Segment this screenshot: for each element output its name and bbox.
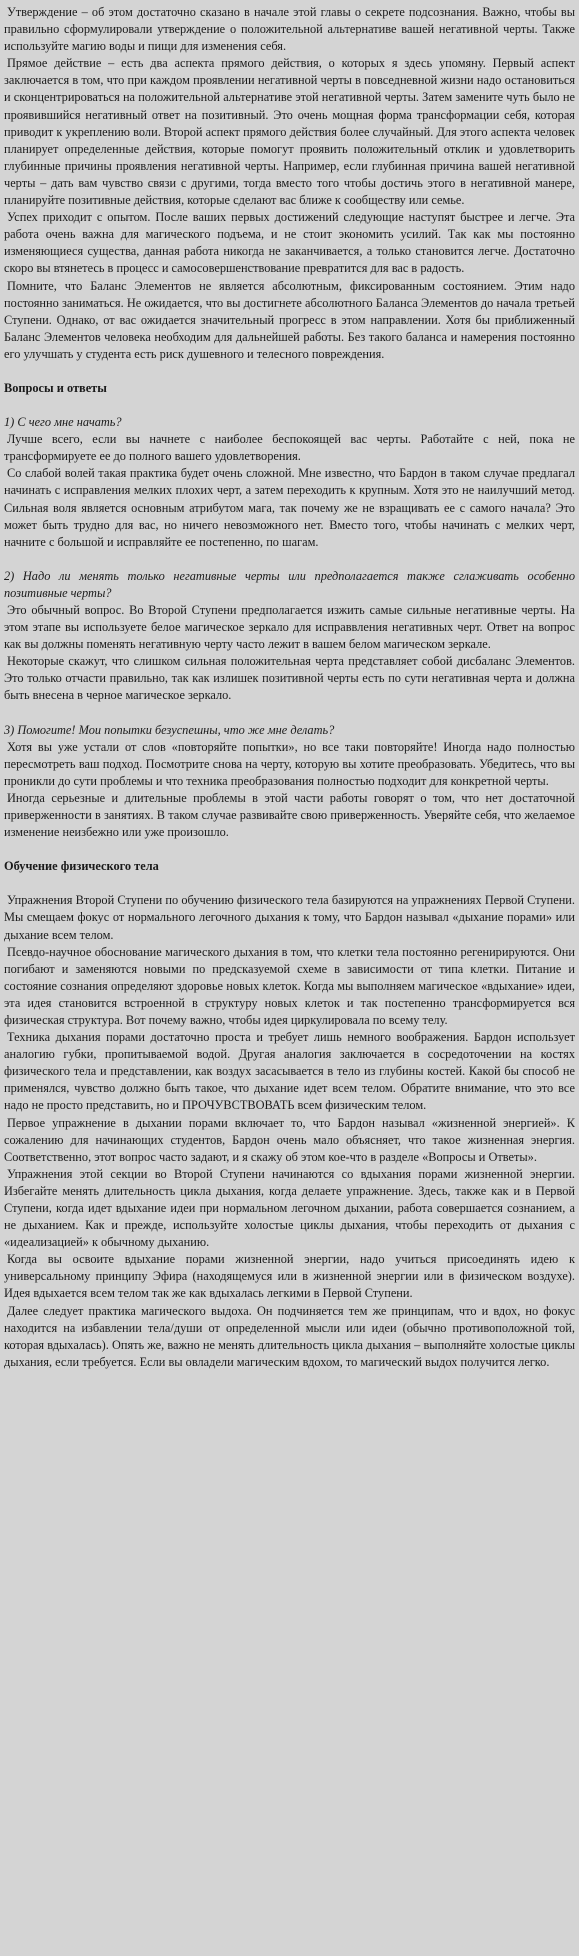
spacer — [4, 397, 575, 414]
question-2: 2) Надо ли менять только негативные черты или предполагается также сглаживать особенно позитивные черты? — [4, 568, 575, 600]
question-3: 3) Помогите! Мои попытки безуспешны, что же мне делать? — [4, 722, 335, 737]
answer-paragraph: Лучше всего, если вы начнете с наиболее беспокоящей вас черты. Работайте с ней, пока не трансформируете ее до полного вашего удовлетворения. — [4, 432, 575, 464]
spacer — [4, 841, 575, 858]
spacer — [4, 551, 575, 568]
answer-paragraph: Иногда серьезные и длительные проблемы в этой части работы говорят о том, что нет достаточной приверженности в занятиях. В таком случае развивайте свою приверженность. Уверяйте себя, что желаемое изменение неизбежно или уже произошло. — [4, 790, 575, 840]
paragraph: Прямое действие – есть два аспекта прямого действия, о которых я здесь упомяну. Первый аспект заключается в том, что при каждом проявлении негативной черты в повседневной жизни надо остановиться и сконцентрироваться на положительной альтернативе этой негативной черты. Затем замените чуть было не проявившийся негативный ответ на позитивный. Это очень мощная форма трансформации себя, которая приводит к укреплению воли. Второй аспект прямого действия более случайный. Для этого аспекта человек планирует определенные действия, которые помогут проявить положительный отклик и удовлетворить глубинные причины проявления негативной черты. Например, если глубинная причина вашей негативной черты – дать вам чувство связи с другими, тогда вместо того чтобы достичь этого в негативной манере, планируйте позитивные действия, которые сделают вас ближе к сообществу или семье. — [4, 56, 575, 208]
paragraph: Упражнения этой секции во Второй Ступени начинаются со вдыхания порами жизненной энергии. Избегайте менять длительность цикла дыхания, когда делаете упражнение. Здесь, также как и в Первой Ступени, когда идет вдыхание идеи при нормальном легочном дыхании, работа совершается сознанием, а не дыханием. Как и прежде, используйте холостые циклы дыхания, чтобы переходить от дыхания с «идеализацией» к обычному дыханию. — [4, 1166, 575, 1250]
spacer — [4, 875, 575, 892]
section-heading-qa: Вопросы и ответы — [4, 380, 107, 395]
paragraph: Далее следует практика магического выдоха. Он подчиняется тем же принципам, что и вдох, но фокус находится на избавлении тела/души от определенной мысли или идеи (обычно противоположной той, которая вдыхалась). Опять же, важно не менять длительность цикла дыхания – выполняйте холостые циклы дыхания, если требуется. Если вы овладели магическим вдохом, то магический выдох получится легко. — [4, 1303, 575, 1369]
question-1: 1) С чего мне начать? — [4, 415, 122, 430]
paragraph: Утверждение – об этом достаточно сказано в начале этой главы о секрете подсознания. Важно, чтобы вы правильно сформулировали утверждение о положительной альтернативе вашей негативной черты. Также используйте магию воды и пищи для изменения себя. — [4, 5, 575, 54]
paragraph: Упражнения Второй Ступени по обучению физического тела базируются на упражнениях Первой Ступени. Мы смещаем фокус от нормального легочного дыхания к тому, что Бардон называл «дыхание порами» или дыхание всем телом. — [4, 893, 575, 942]
answer-paragraph: Некоторые скажут, что слишком сильная положительная черта представляет собой дисбаланс Элементов. Это только отчасти правильно, так как излишек позитивной черты есть по сути негативная черта и должна быть внесена в черное магическое зеркало. — [4, 654, 575, 703]
paragraph: Успех приходит с опытом. После ваших первых достижений следующие наступят быстрее и легче. Эта работа очень важна для магического подъема, и не стоит экономить усилий. Так как мы постоянно изменяющиеся существа, данная работа никогда не заканчивается, а только становится легче. Достаточно скоро вы втянетесь в процесс и самосовершенствование превратится для вас в радость. — [4, 210, 575, 276]
answer-paragraph: Это обычный вопрос. Во Второй Ступени предполагается изжить самые сильные негативные черты. На этом этапе вы используете белое магическое зеркало для исправвления негативных черт. Ответ на вопрос как вы должны поменять негативную черту часто лежит в вашем белом магическом зеркале. — [4, 603, 575, 652]
paragraph: Помните, что Баланс Элементов не является абсолютным, фиксированным состоянием. Этим надо постоянно заниматься. Не ожидается, что вы достигнете абсолютного Баланса Элементов до начала третьей Ступени. Однако, от вас ожидается значительный прогресс в этом направлении. Хотя бы приближенный Баланс Элементов человека необходим для дальнейшей работы. Без такого баланса и намерения постоянно его улучшать у студента есть риск душевного и телесного повреждения. — [4, 278, 575, 361]
paragraph: Псевдо-научное обоснование магического дыхания в том, что клетки тела постоянно регенирируются. Они погибают и заменяются новыми по предсказуемой схеме в зависимости от типа клетки. Питание и состояние сознания определяют здоровье новых клеток. Когда мы выполняем магическое «вдыхание» идеи, эта идея становится встроенной в структуру новых клеток и так постепенно трансформируется вся физическая структура. Вот почему важно, чтобы идея циркулировала по всему телу. — [4, 944, 575, 1027]
paragraph: Первое упражнение в дыхании порами включает то, что Бардон называл «жизненной энергией». К сожалению для начинающих студентов, Бардон очень мало объясняет, что такое жизненная энергия. Соответственно, этот вопрос часто задают, и я скажу об этом кое-что в разделе «Вопросы и Ответы». — [4, 1115, 575, 1164]
paragraph: Когда вы освоите вдыхание порами жизненной энергии, надо учиться присоединять идею к универсальному принципу Эфира (находящемуся или в жизненной энергии или в физическом воздухе). Идея вдыхается всем телом так же как вдыхалась легкими в Первой Ступени. — [4, 1252, 575, 1301]
spacer — [4, 363, 575, 380]
spacer — [4, 705, 575, 722]
answer-paragraph: Со слабой волей такая практика будет очень сложной. Мне известно, что Бардон в таком случае предлагал начинать с исправления мелких плохих черт, а затем переходить к крупным. Хотя это не наилучший метод. Сильная воля является основным атрибутом мага, так почему же не взращивать ее с самого начала? Это может быть трудно для вас, но ничего невозможного нет. Вместо того, чтобы начинать с мелких черт, начните с большой и исправляйте ее постепенно, по шагам. — [4, 466, 575, 549]
section-heading-physical: Обучение физического тела — [4, 859, 159, 874]
answer-paragraph: Хотя вы уже устали от слов «повторяйте попытки», но все таки повторяйте! Иногда надо полностью пересмотреть ваш подход. Посмотрите снова на черту, которую вы хотите преобразовать. Убедитесь, что вы проникли до сути проблемы и что техника преобразования полностью подходит для конкретной черты. — [4, 739, 575, 788]
paragraph: Техника дыхания порами достаточно проста и требует лишь немного воображения. Бардон использует аналогию губки, пропитываемой водой. Другая аналогия заключается в сосредоточении на костях физического тела и представлении, как воздух засасывается в тело из глубины костей. Какой бы способ не применялся, чувство должно быть такое, что дыхание идет всем телом. Обратите внимание, что это все надо не просто представить, но и ПРОЧУВСТВОВАТЬ всем физическим телом. — [4, 1030, 575, 1113]
